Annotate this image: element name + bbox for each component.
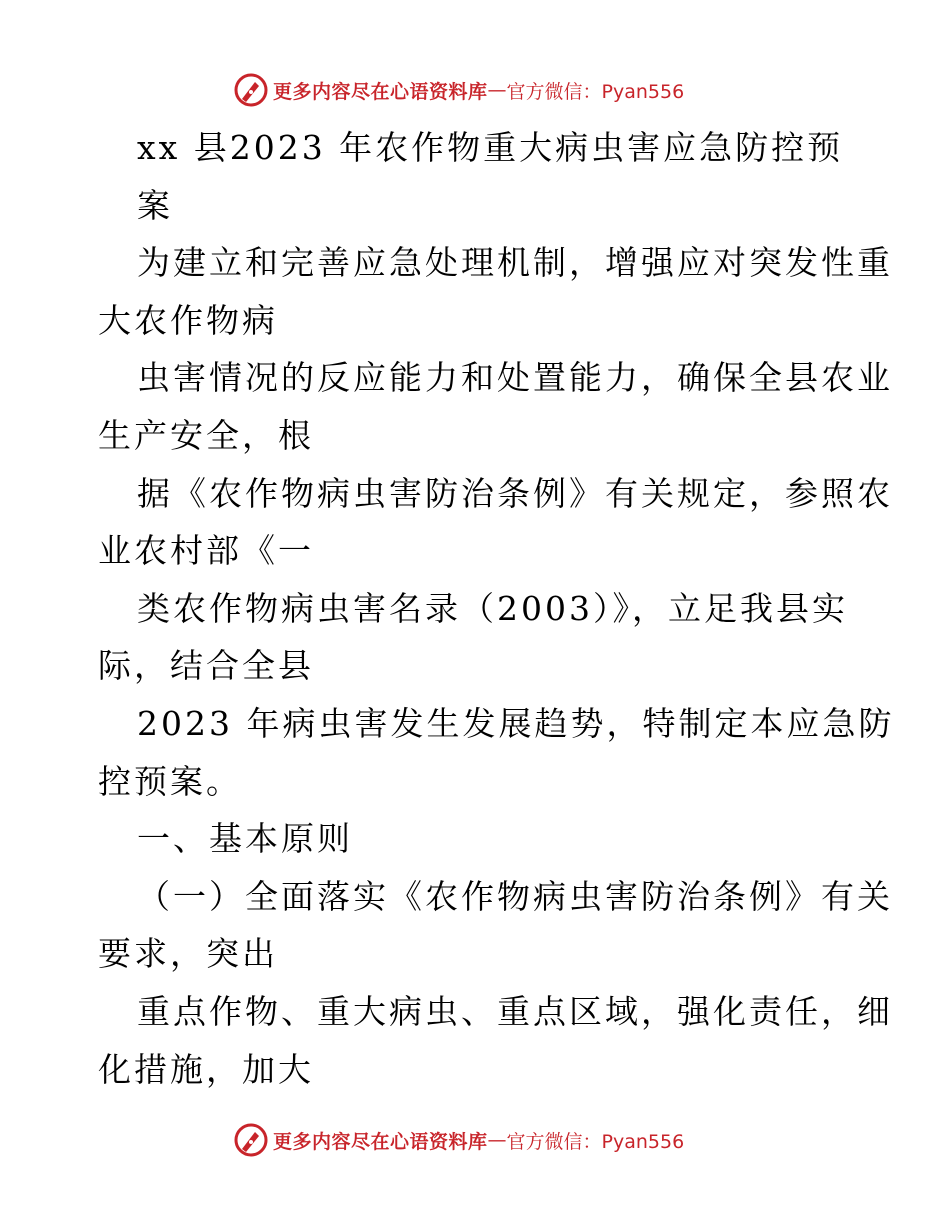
header-banner [233,70,684,110]
section-heading: 一、基本原则 [137,819,353,858]
doc-title-line-2: 案 [137,186,173,225]
doc-line: 2023 年病虫害发生发展趋势，特制定本应急防 [137,704,895,743]
banner-contact-text: 官方微信：Pyan556 [506,1130,685,1153]
doc-line: 类农作物病虫害名录（2003）》，立足我县实 [137,589,848,628]
banner-contact-text: 官方微信：Pyan556 [506,80,685,103]
banner-brand-text: 更多内容尽在心语资料库 [273,80,488,103]
doc-line: 要求，突出 [98,934,278,973]
doc-line: 虫害情况的反应能力和处置能力，确保全县农业 [137,358,893,397]
doc-line: 重点作物、重大病虫、重点区域，强化责任，细 [137,992,893,1031]
banner-separator: — [487,79,507,101]
doc-line: 际，结合全县 [98,646,314,685]
banner-separator: — [487,1129,507,1151]
footer-banner [233,1120,684,1160]
banner-brand-text: 更多内容尽在心语资料库 [273,1130,488,1153]
doc-line: 大农作物病 [98,301,278,340]
doc-line: 据《农作物病虫害防治条例》有关规定，参照农 [137,474,893,513]
doc-line: 生产安全，根 [98,416,314,455]
doc-line: 化措施，加大 [98,1050,314,1089]
pen-nib-logo-icon [233,1122,269,1158]
doc-title-line-1: xx 县2023 年农作物重大病虫害应急防控预 [137,128,844,167]
doc-line: 控预案。 [98,762,242,801]
doc-line: 业农村部《一 [98,531,314,570]
doc-line: 为建立和完善应急处理机制，增强应对突发性重 [137,243,893,282]
pen-nib-logo-icon [233,72,269,108]
doc-line: （一）全面落实《农作物病虫害防治条例》有关 [137,877,893,916]
